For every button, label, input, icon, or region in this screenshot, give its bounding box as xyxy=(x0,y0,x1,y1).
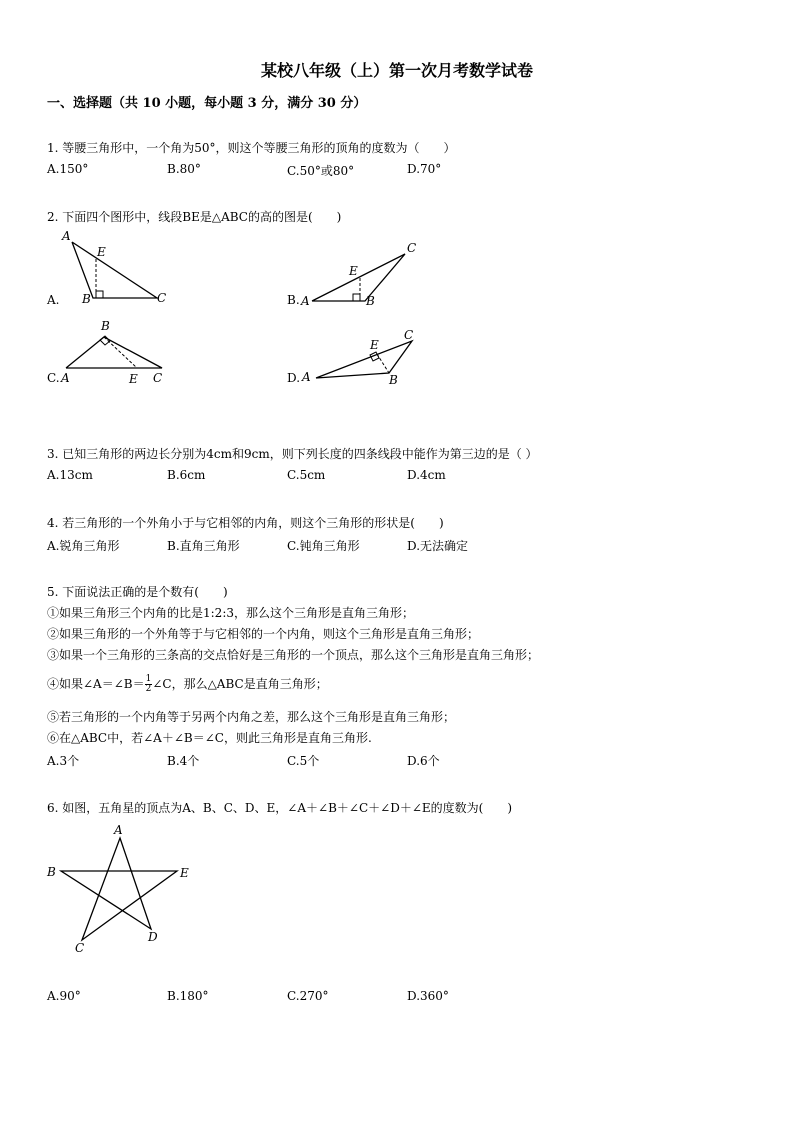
point-label-b: B xyxy=(366,294,375,308)
q5-option-c: C.5个 xyxy=(287,754,320,768)
q5-option-a: A.3个 xyxy=(47,754,80,768)
q6-option-d: D.360° xyxy=(407,989,449,1003)
question-4-stem: 4. 若三角形的一个外角小于与它相邻的内角，则这个三角形的形状是( ) xyxy=(47,516,444,530)
point-label-a: A xyxy=(61,371,70,385)
q6-option-a: A.90° xyxy=(47,989,81,1003)
question-6-stem: 6. 如图，五角星的顶点为A、B、C、D、E，∠A＋∠B＋∠C＋∠D＋∠E的度数为( ) xyxy=(47,801,512,815)
q2-figure-d-label: D. xyxy=(287,371,301,385)
point-label-a: A xyxy=(302,370,311,384)
question-5-stem: 5. 下面说法正确的是个数有( ) xyxy=(47,585,228,599)
q5-statement-6: ⑥在△ABC中，若∠A＋∠B＝∠C，则此三角形是直角三角形. xyxy=(47,731,372,745)
q2-figure-b-label: B. xyxy=(287,293,300,307)
point-label-d: D xyxy=(148,930,158,944)
q3-option-c: C.5cm xyxy=(287,468,326,482)
q6-option-c: C.270° xyxy=(287,989,329,1003)
question-3-stem: 3. 已知三角形的两边长分别为4cm和9cm，则下列长度的四条线段中能作为第三边的是（ ） xyxy=(47,447,538,461)
q4-option-b: B.直角三角形 xyxy=(167,539,240,553)
q4-option-d: D.无法确定 xyxy=(407,539,469,553)
q5-statement-3: ③如果一个三角形的三条高的交点恰好是三角形的一个顶点，那么这个三角形是直角三角形； xyxy=(47,648,540,662)
point-label-b: B xyxy=(389,373,398,387)
point-label-c: C xyxy=(404,328,414,342)
q5-option-b: B.4个 xyxy=(167,754,200,768)
point-label-c: C xyxy=(75,941,85,955)
point-label-e: E xyxy=(129,372,138,386)
point-label-a: A xyxy=(301,294,310,308)
q1-option-c: C.50°或80° xyxy=(287,164,355,178)
point-label-a: A xyxy=(114,823,123,837)
q3-option-d: D.4cm xyxy=(407,468,446,482)
point-label-e: E xyxy=(349,264,358,278)
q2-figure-a-label: A. xyxy=(47,293,60,307)
point-label-c: C xyxy=(157,291,167,305)
point-label-b: B xyxy=(101,319,110,333)
q5-option-d: D.6个 xyxy=(407,754,440,768)
question-2-stem: 2. 下面四个图形中，线段BE是△ABC的高的图是( ) xyxy=(47,210,342,224)
q1-option-a: A.150° xyxy=(47,162,89,176)
question-1-stem: 1. 等腰三角形中，一个角为50°，则这个等腰三角形的顶角的度数为（ ） xyxy=(47,141,456,155)
point-label-c: C xyxy=(153,371,163,385)
point-label-e: E xyxy=(370,338,379,352)
point-label-a: A xyxy=(62,229,71,243)
q2-figure-c-label: C. xyxy=(47,371,60,385)
page-title: 某校八年级（上）第一次月考数学试卷 xyxy=(260,61,533,80)
point-label-e: E xyxy=(97,245,106,259)
point-label-c: C xyxy=(407,241,417,255)
q5-statement-2: ②如果三角形的一个外角等于与它相邻的一个内角，则这个三角形是直角三角形； xyxy=(47,627,480,641)
q5-statement-5: ⑤若三角形的一个内角等于另两个内角之差，那么这个三角形是直角三角形； xyxy=(47,710,456,724)
q4-option-a: A.锐角三角形 xyxy=(47,539,120,553)
q3-option-b: B.6cm xyxy=(167,468,206,482)
point-label-b: B xyxy=(82,292,91,306)
q1-option-d: D.70° xyxy=(407,162,442,176)
section-heading: 一、选择题（共 10 小题，每小题 3 分，满分 30 分） xyxy=(47,96,367,111)
q5-statement-4-part1: ④如果∠A＝∠B＝ xyxy=(47,677,145,691)
point-label-b: B xyxy=(47,865,56,879)
q5-statement-1: ①如果三角形三个内角的比是1:2:3，那么这个三角形是直角三角形； xyxy=(47,606,414,620)
pentagram xyxy=(61,838,177,940)
q4-option-c: C.钝角三角形 xyxy=(287,539,360,553)
point-label-e: E xyxy=(180,866,189,880)
fraction-denominator: 2 xyxy=(145,684,152,694)
q6-option-b: B.180° xyxy=(167,989,209,1003)
q5-statement-4-part2: ∠C，那么△ABC是直角三角形； xyxy=(152,677,328,691)
q1-option-b: B.80° xyxy=(167,162,201,176)
fraction-numerator: 1 xyxy=(145,674,152,684)
q3-option-a: A.13cm xyxy=(47,468,93,482)
